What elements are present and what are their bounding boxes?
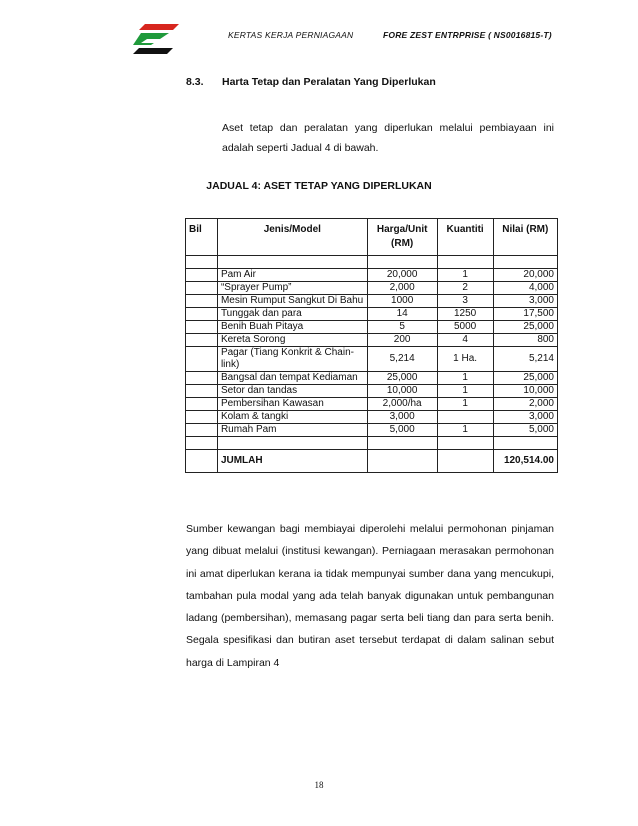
cell-item: Setor dan tandas xyxy=(217,385,367,398)
cell-bil xyxy=(186,269,218,282)
cell-nilai: 5,000 xyxy=(493,424,557,437)
cell-kuantiti: 5000 xyxy=(437,321,493,334)
cell-kuantiti: 1 xyxy=(437,385,493,398)
header-nilai: Nilai (RM) xyxy=(493,219,557,256)
cell-nilai: 800 xyxy=(493,334,557,347)
cell-nilai: 4,000 xyxy=(493,282,557,295)
table-row xyxy=(186,398,558,411)
table-row xyxy=(186,295,558,308)
table-row xyxy=(186,347,558,372)
cell-kuantiti xyxy=(437,411,493,424)
cell-harga: 5 xyxy=(367,321,437,334)
cell-harga: 20,000 xyxy=(367,269,437,282)
table-row xyxy=(186,385,558,398)
header-document-title: KERTAS KERJA PERNIAGAAN xyxy=(228,30,354,40)
cell-nilai: 17,500 xyxy=(493,308,557,321)
table-row xyxy=(186,269,558,282)
table-row xyxy=(186,282,558,295)
cell-bil xyxy=(186,424,218,437)
total-label: JUMLAH xyxy=(217,450,367,473)
section-intro: Aset tetap dan peralatan yang diperlukan melalui pembiayaan ini adalah seperti Jadual 4 di bawah. xyxy=(222,122,554,154)
table-row xyxy=(186,372,558,385)
cell-kuantiti: 1 Ha. xyxy=(437,347,493,372)
cell-item: Bangsal dan tempat Kediaman xyxy=(217,372,367,385)
header-harga: Harga/Unit (RM) xyxy=(367,219,437,256)
cell-item: Kereta Sorong xyxy=(217,334,367,347)
section-title: Harta Tetap dan Peralatan Yang Diperlukan xyxy=(222,76,436,88)
cell-harga xyxy=(367,450,437,473)
spacer-row xyxy=(186,256,558,269)
cell-kuantiti: 4 xyxy=(437,334,493,347)
cell-bil xyxy=(186,398,218,411)
table-body xyxy=(186,256,558,473)
cell-nilai: 2,000 xyxy=(493,398,557,411)
cell-harga: 3,000 xyxy=(367,411,437,424)
company-logo xyxy=(133,24,179,54)
total-row xyxy=(186,450,558,473)
cell-harga: 10,000 xyxy=(367,385,437,398)
cell-harga: 200 xyxy=(367,334,437,347)
cell-item: Pembersihan Kawasan xyxy=(217,398,367,411)
cell-bil xyxy=(186,411,218,424)
cell-nilai: 25,000 xyxy=(493,372,557,385)
header-bil: Bil xyxy=(186,219,218,256)
cell-bil xyxy=(186,347,218,372)
cell-harga: 5,000 xyxy=(367,424,437,437)
cell-bil xyxy=(186,334,218,347)
cell-bil xyxy=(186,295,218,308)
cell-kuantiti: 1250 xyxy=(437,308,493,321)
cell-item: Pam Air xyxy=(217,269,367,282)
section-number: 8.3. xyxy=(186,76,204,88)
cell-item: Rumah Pam xyxy=(217,424,367,437)
cell-nilai: 5,214 xyxy=(493,347,557,372)
cell-nilai: 3,000 xyxy=(493,411,557,424)
cell-bil xyxy=(186,450,218,473)
cell-harga: 2,000 xyxy=(367,282,437,295)
cell-kuantiti: 2 xyxy=(437,282,493,295)
cell-harga: 14 xyxy=(367,308,437,321)
cell-item: “Sprayer Pump” xyxy=(217,282,367,295)
funding-paragraph: Sumber kewangan bagi membiayai diperolehi melalui permohonan pinjaman yang dibuat melalui (institusi kewangan). Perniagaan merasakan permohonan ini amat diperlukan kerana ia tidak mempunyai sumber dana yang mencukupi, tambahan pula modal yang ada telah banyak digunakan untuk pembangunan ladang (pembersihan), memasang pagar serta beli tiang dan para serta benih. Segala spesifikasi dan butiran aset tersebut terdapat di dalam salinan sebut harga di Lampiran 4 xyxy=(186,523,554,669)
cell-bil xyxy=(186,282,218,295)
table-row xyxy=(186,308,558,321)
table-title: JADUAL 4: ASET TETAP YANG DIPERLUKAN xyxy=(206,180,432,192)
cell-harga: 1000 xyxy=(367,295,437,308)
cell-bil xyxy=(186,308,218,321)
cell-bil xyxy=(186,385,218,398)
cell-harga: 2,000/ha xyxy=(367,398,437,411)
table-row xyxy=(186,334,558,347)
cell-item: Benih Buah Pitaya xyxy=(217,321,367,334)
cell-kuantiti: 1 xyxy=(437,398,493,411)
cell-kuantiti: 1 xyxy=(437,424,493,437)
cell-item: Pagar (Tiang Konkrit & Chain-link) xyxy=(217,347,367,372)
cell-nilai: 10,000 xyxy=(493,385,557,398)
table-row xyxy=(186,424,558,437)
asset-table xyxy=(185,218,558,473)
table-row xyxy=(186,321,558,334)
cell-bil xyxy=(186,321,218,334)
cell-nilai: 3,000 xyxy=(493,295,557,308)
cell-item: Kolam & tangki xyxy=(217,411,367,424)
spacer-row xyxy=(186,437,558,450)
cell-nilai: 20,000 xyxy=(493,269,557,282)
cell-harga: 5,214 xyxy=(367,347,437,372)
cell-kuantiti: 1 xyxy=(437,269,493,282)
cell-kuantiti: 3 xyxy=(437,295,493,308)
cell-nilai: 25,000 xyxy=(493,321,557,334)
cell-item: Tunggak dan para xyxy=(217,308,367,321)
cell-kuantiti xyxy=(437,450,493,473)
table-header-row xyxy=(186,219,558,256)
page-number: 18 xyxy=(314,780,324,790)
header-jenis: Jenis/Model xyxy=(217,219,367,256)
total-value: 120,514.00 xyxy=(493,450,557,473)
header-kuantiti: Kuantiti xyxy=(437,219,493,256)
cell-bil xyxy=(186,372,218,385)
cell-item: Mesin Rumput Sangkut Di Bahu xyxy=(217,295,367,308)
cell-harga: 25,000 xyxy=(367,372,437,385)
header-company-name: FORE ZEST ENTRPRISE ( NS0016815-T) xyxy=(383,30,552,40)
cell-kuantiti: 1 xyxy=(437,372,493,385)
table-row xyxy=(186,411,558,424)
